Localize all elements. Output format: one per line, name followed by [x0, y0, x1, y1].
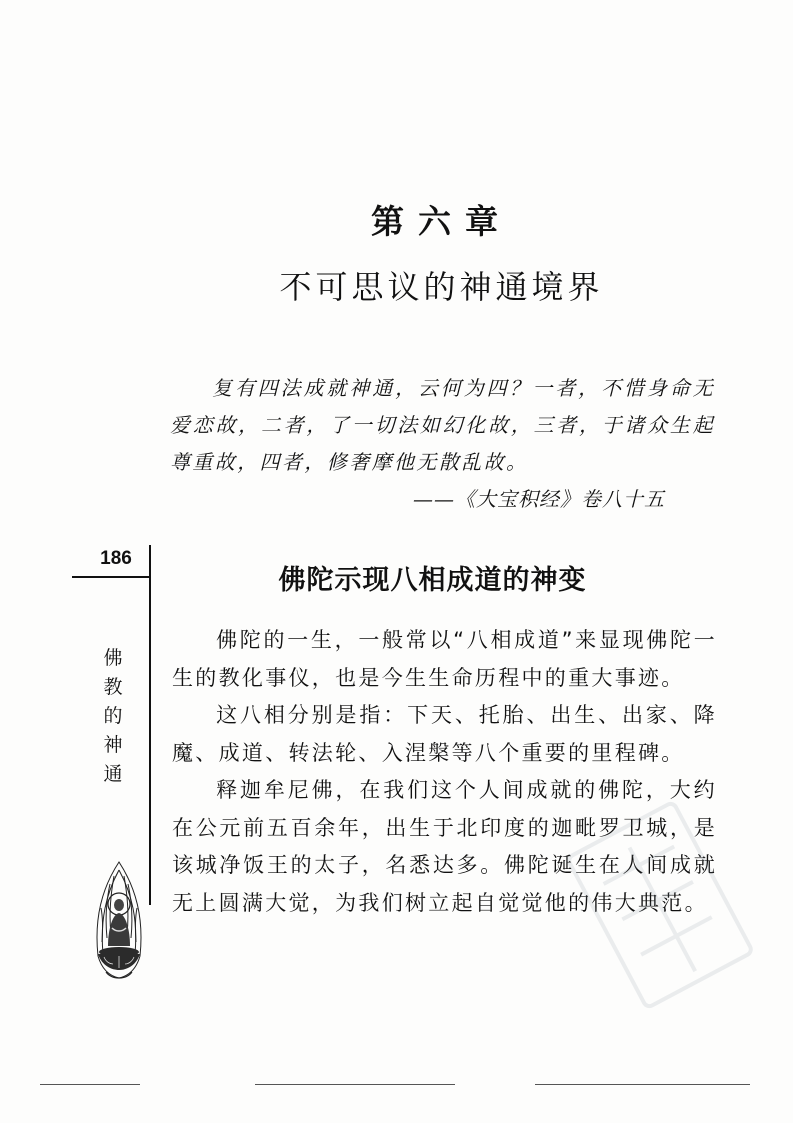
- epigraph-text: 复有四法成就神通，云何为四？一者，不惜身命无爱恋故，二者，了一切法如幻化故，三者，于诸众生起尊重故，四者，修奢摩他无散乱故。: [170, 376, 715, 474]
- body-paragraph: 佛陀的一生，一般常以“八相成道”来显现佛陀一生的教化事仪，也是今生生命历程中的重大事迹。: [172, 628, 717, 690]
- chapter-number: 第六章: [371, 202, 512, 241]
- footer-rule: [255, 1084, 455, 1085]
- body-paragraph: 这八相分别是指：下天、托胎、出生、出家、降魔、成道、转法轮、入涅槃等八个重要的里程碑。: [172, 703, 717, 765]
- body-paragraph: 释迦牟尼佛，在我们这个人间成就的佛陀，大约在公元前五百余年，出生于北印度的迦毗罗卫城，是该城净饭王的太子，名悉达多。佛陀诞生在人间成就无上圆满大觉，为我们树立起自觉觉他的伟大典范。: [172, 778, 717, 915]
- book-title-char: 神: [103, 734, 123, 756]
- footer-rule: [535, 1084, 750, 1085]
- book-title-char: 的: [103, 705, 123, 727]
- section-heading: 佛陀示现八相成道的神变: [278, 565, 587, 596]
- chapter-title: 不可思议的神通境界: [279, 268, 604, 306]
- watermark-stamp-icon: [560, 790, 760, 1020]
- seated-buddha-icon: [88, 858, 150, 990]
- page-number-rule: [72, 576, 150, 578]
- book-title-char: 教: [103, 676, 123, 698]
- margin-vertical-rule: [149, 545, 151, 905]
- footer-rule: [40, 1084, 140, 1085]
- epigraph: [170, 370, 715, 518]
- page-number: 186: [100, 548, 132, 569]
- book-title-char: 通: [103, 763, 123, 785]
- running-book-title: [95, 644, 131, 789]
- book-title-char: 佛: [103, 647, 123, 669]
- epigraph-source: ——《大宝积经》卷八十五: [413, 487, 665, 511]
